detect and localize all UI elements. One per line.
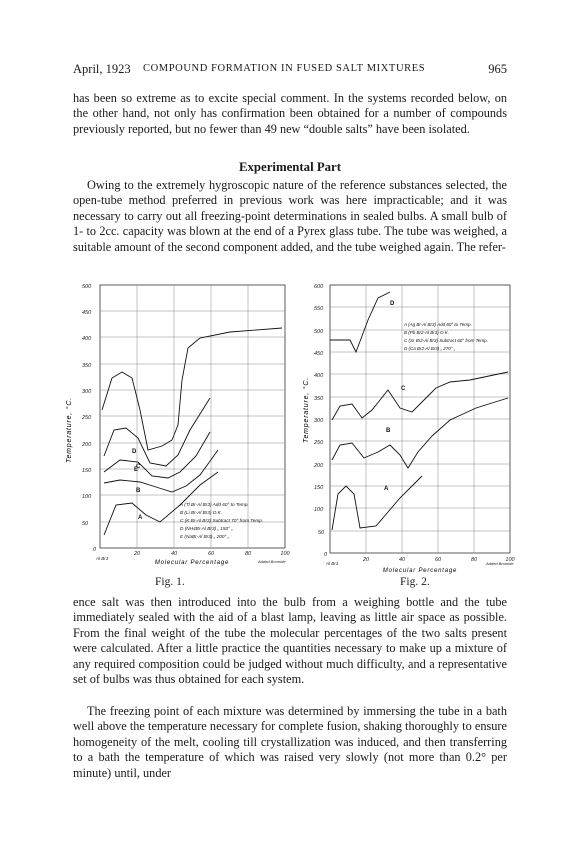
fig1-curve-e: [102, 328, 282, 450]
fig1-xtick: 20: [133, 551, 141, 557]
fig1-legend-d: D (NH4Br-Al Br3) „ 150° „: [180, 526, 233, 531]
fig1-legend-c: C (K Br-Al Br3) Subtract 70° from Temp.: [180, 518, 264, 523]
fig2-xtick: 80: [470, 557, 478, 563]
fig2-x-right-label: Added Bromide: [486, 561, 514, 566]
fig1-label-a: A: [138, 515, 143, 521]
fig1-ytick: 0: [93, 547, 97, 553]
fig1-legend-a: A (Tl Br-Al Br3) Add 60° to Temp.: [180, 502, 249, 507]
fig1-ytick: 500: [82, 284, 92, 290]
fig2-label-d: D: [390, 301, 395, 307]
fig1-ytick: 450: [82, 310, 92, 316]
figure-2: [300, 280, 530, 578]
fig1-ytick: 100: [82, 494, 92, 500]
fig2-ytick: 250: [314, 440, 324, 446]
fig1-legend-e: E (NaBr-Al Br3) „ 200° „: [180, 534, 230, 539]
fig2-ytick: 150: [314, 485, 324, 491]
fig2-ytick: 450: [314, 351, 324, 357]
fig2-ytick: 550: [314, 306, 324, 312]
paragraph-2-text: Owing to the extremely hygroscopic nature of the reference substances selected, the open-tube method preferred in previous work was here impracticable; and it was necessary to carry out all freezing-point determinations in sealed bulbs. A small bulb of 1- to 2cc. capacity was blown at the end of a Pyrex glass tube. The tube was weighed, a suitable amount of the second component added, and the tube weighed again. The refer-: [73, 178, 507, 254]
fig1-label-e: E: [134, 467, 139, 473]
paragraph-3: [73, 595, 507, 687]
paragraph-3-text: ence salt was then introduced into the bulb from a weighing bottle and the tube immediately sealed with the aid of a blast lamp, leaving as little air space as possible. From the final weight of the tube the molecular percentages of the two salts present were calculated. After a little practice the quantities necessary to make up a mixture of any required composition could be judged without much difficulty, and a representative set of bulbs was thus obtained for each system.: [73, 595, 507, 687]
fig1-ytick: 350: [82, 363, 92, 369]
fig1-label-c: C: [136, 464, 141, 470]
paragraph-1-text: has been so extreme as to excite special comment. In the systems recorded below, on the other hand, not only has confirmation been obtained for a number of compounds previously reported, but no fewer than 49 new “double salts” have been isolated.: [73, 91, 507, 136]
fig1-curve-d: [104, 398, 210, 466]
fig1-x-right-label: Added Bromide: [258, 559, 286, 564]
fig2-legend-c: C (Sr Br2-Al Br3) Subtract 60° from Temp.: [404, 338, 488, 343]
fig2-ytick: 600: [314, 284, 324, 290]
fig2-x-left-label: Al Br3: [326, 561, 339, 566]
fig2-ytick: 0: [324, 552, 328, 558]
fig1-curve-c: [104, 432, 210, 478]
fig2-xtick: 20: [362, 557, 370, 563]
figure-1: [60, 280, 300, 578]
fig1-ytick: 50: [82, 521, 89, 527]
paragraph-4: [73, 704, 507, 781]
fig2-curve-d: [330, 292, 390, 352]
fig2-ylabel: Temperature, °C.: [303, 377, 310, 443]
fig1-ytick: 400: [82, 336, 92, 342]
fig2-curve-c: [332, 372, 508, 420]
fig2-curve-a: [332, 476, 422, 530]
fig2-xtick: 100: [505, 557, 515, 563]
paragraph-4-text: The freezing point of each mixture was determined by immersing the tube in a bath well above the temperature necessary for complete fusion, shaking thoroughly to ensure homogeneity of the melt, cooling till crystallization was induced, and then transferring to a bath the temperature of which was raised very slowly (not more than 0.2° per minute) until, under: [73, 704, 507, 780]
fig2-legend-b: B (Pb Br2-Al Br3) O.K.: [404, 330, 450, 335]
fig2-ytick: 300: [314, 418, 324, 424]
fig1-legend: [179, 502, 263, 539]
fig1-ytick: 300: [82, 389, 92, 395]
fig2-xlabel: Molecular Percentage: [382, 568, 458, 574]
fig1-label-d: D: [132, 449, 137, 455]
header-title: COMPOUND FORMATION IN FUSED SALT MIXTURES: [143, 63, 426, 74]
fig2-x-ticks: [325, 557, 516, 566]
fig1-grid: [100, 285, 285, 548]
fig1-x-left-label: Al Br3: [96, 556, 109, 561]
fig1-legend-b: B (Li Br-Al Br3) O.K.: [180, 510, 223, 515]
fig1-ytick: 200: [82, 442, 92, 448]
fig1-ylabel: Temperature, °C.: [66, 397, 73, 463]
fig1-label-b: B: [136, 488, 141, 494]
fig2-caption: Fig. 2.: [400, 576, 430, 588]
section-heading: Experimental Part: [239, 160, 341, 174]
fig2-y-ticks: [313, 284, 328, 558]
paragraph-1: [73, 91, 507, 137]
fig2-ytick: 100: [314, 507, 324, 513]
fig1-ytick: 250: [82, 415, 92, 421]
fig2-ytick: 400: [314, 373, 324, 379]
fig1-caption: Fig. 1.: [155, 576, 185, 588]
fig2-xtick: 40: [398, 557, 406, 563]
fig2-ytick: 50: [318, 530, 325, 536]
fig2-legend-a: A (Ag Br-Al Br3) Add 60° to Temp.: [404, 322, 472, 327]
fig1-ytick: 150: [82, 468, 92, 474]
fig2-ytick: 350: [314, 396, 324, 402]
page-number: 965: [488, 62, 507, 76]
running-header: [73, 62, 507, 80]
fig1-xtick: 60: [207, 551, 215, 557]
fig2-label-a: A: [384, 486, 389, 492]
fig2-label-c: C: [401, 386, 406, 392]
fig1-y-ticks: [81, 284, 97, 553]
fig1-curve-b: [104, 450, 218, 492]
paragraph-2: [73, 178, 507, 255]
fig1-xtick: 100: [280, 551, 290, 557]
header-date: April, 1923: [73, 62, 131, 76]
fig2-ytick: 200: [314, 463, 324, 469]
fig2-legend-d: D (Ca Br2-Al Br3) „ 270° „: [404, 346, 456, 351]
fig1-xlabel: Molecular Percentage: [154, 560, 230, 566]
fig2-curves: [330, 292, 508, 530]
fig1-xtick: 40: [170, 551, 178, 557]
fig2-xtick: 60: [434, 557, 442, 563]
fig2-label-b: B: [386, 428, 391, 434]
fig2-ytick: 500: [314, 329, 324, 335]
fig1-xtick: 80: [244, 551, 252, 557]
fig2-curve-b: [332, 398, 508, 468]
fig2-legend: [403, 322, 488, 351]
